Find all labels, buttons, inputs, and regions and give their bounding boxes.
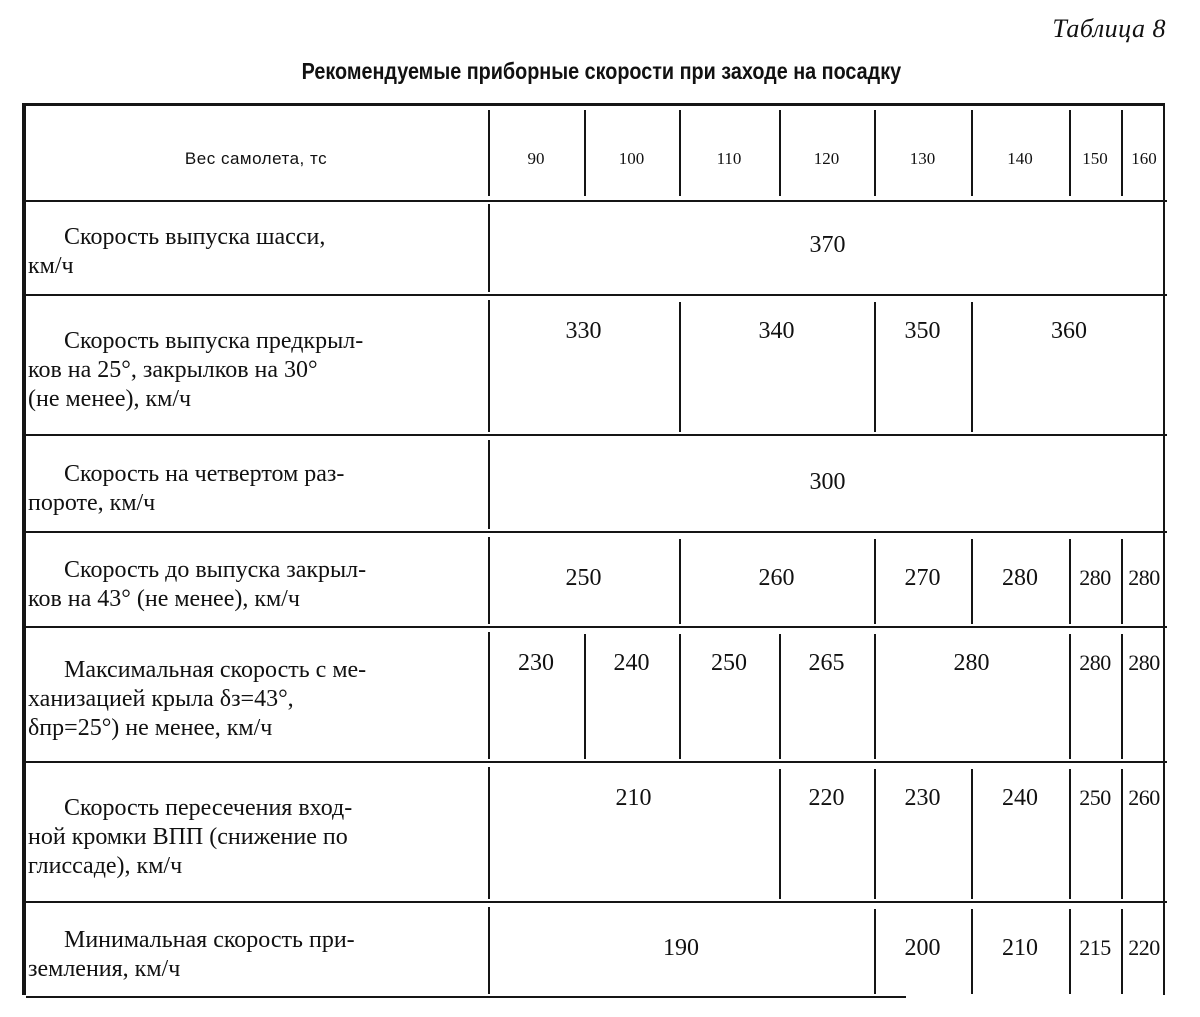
- speed-value: 370: [809, 232, 846, 258]
- row-divider: [26, 531, 1167, 533]
- header-weight-130: 130: [909, 149, 936, 168]
- row-label-line: пороте, км/ч: [28, 489, 156, 516]
- row-label-line: Скорость пересечения вход-: [64, 794, 353, 821]
- table-number: Таблица 8: [1052, 14, 1166, 43]
- column-divider: [874, 302, 876, 432]
- column-divider: [1069, 769, 1071, 899]
- speed-value: 250: [565, 564, 602, 591]
- column-divider: [1069, 110, 1071, 196]
- row-divider: [26, 761, 1167, 763]
- speed-value: 280: [1079, 650, 1111, 675]
- column-divider: [971, 539, 973, 624]
- column-divider: [779, 769, 781, 899]
- row-label-line: ханизацией крыла δз=43°,: [28, 686, 294, 712]
- speed-value: 340: [758, 318, 795, 344]
- column-divider: [1121, 110, 1123, 196]
- speed-table: [22, 103, 1165, 995]
- row-label-line: км/ч: [28, 253, 74, 279]
- header-weight-150: 150: [1082, 149, 1108, 168]
- speed-value: 240: [613, 650, 650, 676]
- speed-value: 210: [1002, 934, 1038, 961]
- speed-value: 190: [663, 934, 699, 961]
- column-divider: [1121, 634, 1123, 759]
- column-divider: [971, 909, 973, 994]
- row-divider: [26, 626, 1167, 628]
- column-divider: [1121, 769, 1123, 899]
- row-label-line: Скорость до выпуска закрыл-: [64, 556, 367, 583]
- speed-value: 260: [758, 564, 795, 591]
- row-divider: [26, 901, 1167, 903]
- row-label: [28, 460, 478, 518]
- row-label: [28, 794, 478, 881]
- row-divider: [26, 200, 1167, 202]
- row-label-line: Скорость на четвертом раз-: [64, 460, 345, 487]
- row-label-line: Скорость выпуска предкрыл-: [64, 327, 364, 354]
- header-weight-label: Вес самолета, тс: [184, 149, 328, 168]
- column-divider: [874, 909, 876, 994]
- speed-value: 350: [904, 318, 941, 344]
- row-label-line: (не менее), км/ч: [28, 385, 192, 412]
- speed-value: 230: [518, 650, 554, 676]
- speed-value: 230: [904, 785, 941, 811]
- row-label-line: δпр=25°) не менее, км/ч: [28, 715, 273, 741]
- speed-value: 280: [1128, 564, 1160, 590]
- speed-value: 220: [808, 785, 845, 811]
- column-divider: [584, 110, 586, 196]
- row-label-line: Минимальная скорость при-: [64, 926, 355, 953]
- header-weight-120: 120: [813, 149, 840, 168]
- column-divider: [679, 634, 681, 759]
- header-weight-160: 160: [1131, 149, 1157, 168]
- speed-value: 280: [1079, 564, 1111, 590]
- row-label-line: Максимальная скорость с ме-: [64, 657, 367, 683]
- header-weight-90: 90: [527, 149, 545, 168]
- row-label-line: Скорость выпуска шасси,: [64, 224, 326, 250]
- row-label-line: ков на 25°, закрылков на 30°: [28, 356, 318, 383]
- header-weight-110: 110: [716, 149, 742, 168]
- column-divider: [874, 634, 876, 759]
- speed-value: 250: [1079, 785, 1111, 810]
- table-title: Рекомендуемые приборные скорости при заходе на посадку: [301, 58, 902, 84]
- column-divider: [1121, 539, 1123, 624]
- row-label-line: ков на 43° (не менее), км/ч: [28, 585, 300, 612]
- column-divider: [1069, 634, 1071, 759]
- speed-value: 360: [1051, 318, 1087, 344]
- column-divider: [679, 539, 681, 624]
- speed-value: 240: [1002, 785, 1038, 811]
- speed-value: 330: [565, 318, 602, 344]
- column-divider: [971, 769, 973, 899]
- column-divider: [971, 302, 973, 432]
- column-divider: [971, 110, 973, 196]
- row-divider: [26, 434, 1167, 436]
- speed-value: 210: [615, 785, 652, 811]
- column-divider: [679, 110, 681, 196]
- speed-value: 300: [809, 468, 846, 495]
- row-label-line: земления, км/ч: [28, 955, 181, 982]
- column-divider: [779, 634, 781, 759]
- speed-value: 270: [904, 564, 941, 591]
- column-divider: [488, 110, 490, 196]
- column-divider: [584, 634, 586, 759]
- row-label: [28, 656, 478, 743]
- header-weight-140: 140: [1007, 149, 1033, 168]
- column-divider: [874, 769, 876, 899]
- column-divider: [679, 302, 681, 432]
- speed-value: 215: [1079, 934, 1111, 960]
- row-label: [28, 223, 478, 281]
- column-divider: [1069, 909, 1071, 994]
- row-label-line: глиссаде), км/ч: [28, 852, 183, 879]
- column-divider: [1069, 539, 1071, 624]
- row-label: [28, 556, 478, 614]
- speed-value: 265: [808, 650, 845, 676]
- column-divider: [779, 110, 781, 196]
- header-weight-100: 100: [618, 149, 645, 168]
- speed-value: 250: [711, 650, 747, 676]
- column-divider: [874, 539, 876, 624]
- speed-value: 260: [1128, 785, 1160, 810]
- row-divider: [26, 294, 1167, 296]
- row-label-line: ной кромки ВПП (снижение по: [28, 823, 348, 850]
- speed-value: 280: [1128, 650, 1160, 675]
- row-label: [28, 926, 478, 984]
- row-divider: [26, 996, 906, 998]
- row-label: [28, 327, 478, 414]
- column-divider: [1121, 909, 1123, 994]
- speed-value: 280: [953, 650, 990, 676]
- speed-value: 200: [904, 934, 941, 961]
- speed-value: 220: [1128, 934, 1160, 960]
- speed-value: 280: [1002, 564, 1038, 591]
- column-divider: [874, 110, 876, 196]
